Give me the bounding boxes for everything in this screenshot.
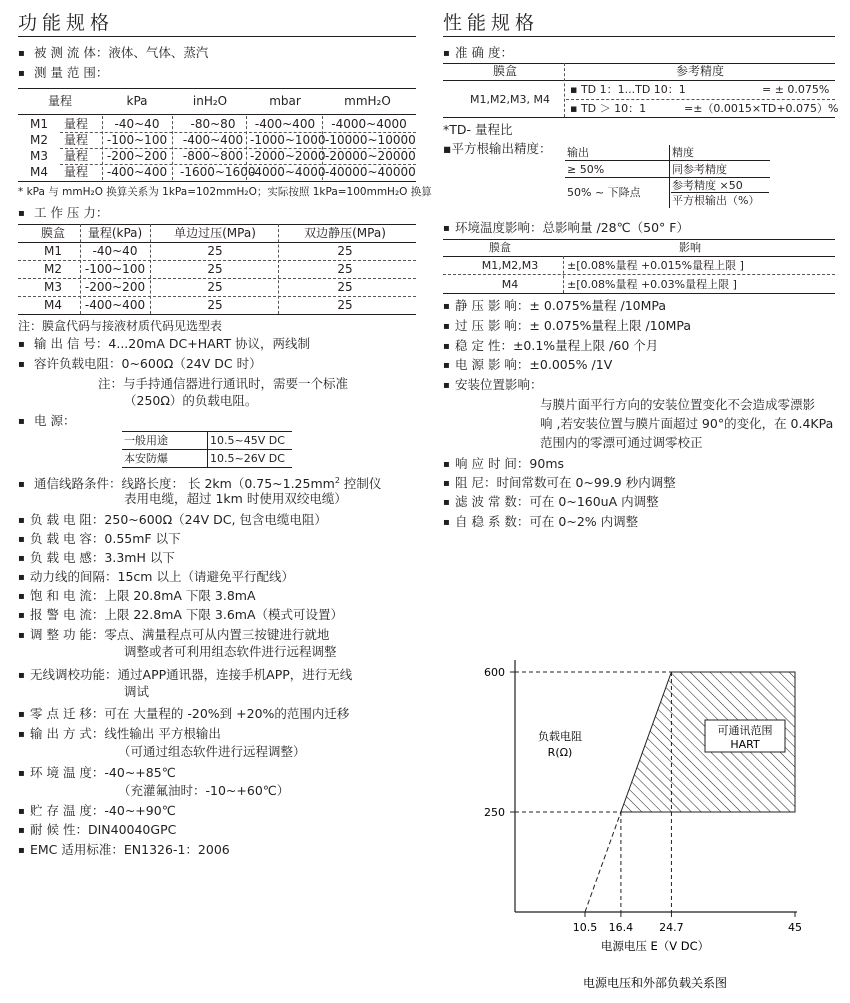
range-cell: -800~800 (182, 149, 244, 163)
power-value: 10.5~26V DC (210, 452, 285, 465)
sqrt-output-2: 50% ~ 下降点 (567, 186, 641, 199)
emc-value: EN1326-1：2006 (123, 842, 230, 857)
ambient-effect-value: ±[0.08%量程 +0.03%量程上限 ] (567, 278, 737, 291)
accuracy-range-2: ▪ TD ＞ 10：1 (570, 102, 647, 115)
accuracy-label: 准 确 度： (455, 45, 513, 60)
ambient-row (18, 765, 176, 782)
install-text-3: 范围内的零漂可通过调零校正 (540, 435, 703, 450)
pressure-cell: M1 (44, 244, 62, 258)
right-item-value: ± 0.075%量程 /10MPa (529, 298, 667, 313)
pressure-note: 注：膜盒代码与接液材质代码见选型表 (18, 319, 223, 333)
install-text-2: 响 ,若安装位置与膜片面超过 90°的变化，在 0.4KPa (540, 416, 834, 431)
adjust-line2: 调整或者可利用组态软件进行远程调整 (124, 644, 337, 659)
pressure-cell: 25 (337, 244, 353, 258)
pressure-cell: -40~40 (92, 244, 138, 258)
ambient-effect-header-effect: 影响 (679, 241, 701, 254)
sqrt-precision-1: 同参考精度 (672, 163, 727, 176)
pressure-cell: 25 (337, 280, 353, 294)
storage-value: -40~+90℃ (104, 803, 176, 818)
range-label: 测 量 范 围： (33, 65, 109, 80)
ambient-value: -40~+85℃ (104, 765, 176, 780)
y-tick-label: 250 (484, 806, 505, 819)
ambient-effect-value: ±[0.08%量程 +0.015%量程上限 ] (567, 259, 744, 272)
accuracy-row (443, 45, 513, 62)
left-item (18, 531, 181, 548)
pressure-cell: 25 (337, 262, 353, 276)
medium-row (18, 45, 208, 62)
load-voltage-chart (440, 650, 840, 995)
output-mode-value: 线性输出 平方根输出 (104, 726, 221, 741)
sqrt-row: ▪平方根输出精度： (443, 141, 552, 156)
chart-title: 电源电压和外部负载关系图 (582, 976, 728, 990)
emc-row (18, 842, 230, 859)
pressure-label: 工 作 压 力： (33, 205, 109, 220)
ambient-effect-capsule: M1,M2,M3 (481, 259, 539, 272)
left-item (18, 569, 294, 586)
output-mode-line2: （可通过组态软件进行远程调整） (118, 744, 306, 759)
ambient-effect-label: 环境温度影响： (455, 220, 543, 235)
medium-label: 被 测 流 体： (33, 45, 109, 60)
chart-ylabel-line2: R(Ω) (547, 746, 573, 759)
right-item (443, 377, 543, 394)
sqrt-label: 平方根输出精度： (451, 141, 552, 156)
range-row-code: M2 (30, 133, 48, 147)
load-res-note-2: （250Ω）的负载电阻。 (124, 393, 258, 408)
pressure-cell: 25 (207, 244, 223, 258)
range-header-3: mbar (269, 94, 301, 108)
range-cell: -1600~1600 (180, 165, 256, 179)
range-row-code: M3 (30, 149, 48, 163)
sqrt-output-1: ≥ 50% (567, 163, 605, 176)
left-item (18, 588, 256, 605)
right-item-value: 90ms (529, 456, 565, 471)
adjust-label: 调 整 功 能： (30, 627, 105, 642)
install-text-1: 与膜片面平行方向的安装位置变化不会造成零漂影 (540, 397, 816, 412)
pressure-cell: M2 (44, 262, 62, 276)
pressure-cell: -400~400 (84, 298, 146, 312)
comm-line-value: 线路长度： 长 2km（0.75~1.25mm (121, 476, 335, 492)
left-item-label: 饱 和 电 流： (30, 588, 105, 603)
right-item (443, 456, 564, 473)
storage-label: 贮 存 温 度： (30, 803, 105, 818)
pressure-cell: 25 (207, 262, 223, 276)
right-item (443, 514, 638, 531)
right-item-label: 安装位置影响： (455, 377, 543, 392)
zero-row (18, 706, 349, 723)
accuracy-header-ref: 参考精度 (675, 64, 724, 78)
right-item-label: 电 源 影 响： (455, 357, 530, 372)
wireless-line2: 调试 (124, 684, 150, 699)
range-header-2: inH₂O (192, 94, 228, 108)
sqrt-precision-2-bottom: 平方根输出（%） (672, 194, 760, 207)
power-type: 本安防爆 (124, 452, 168, 465)
ambient-label: 环 境 温 度： (30, 765, 105, 780)
pressure-row (18, 205, 108, 222)
right-item-value: ±0.1%量程上限 /60 个月 (512, 338, 659, 353)
power-label: 电 源： (33, 413, 76, 428)
output-signal-label: 输 出 信 号： (33, 336, 109, 351)
range-note: * kPa 与 mmH₂O 换算关系为 1kPa=102mmH₂O；实际按照 1kPa=100mmH₂O 换算 (18, 186, 432, 198)
pressure-cell: M4 (44, 298, 62, 312)
right-item-label: 稳 定 性： (455, 338, 513, 353)
right-item-label: 阻 尼： (455, 475, 497, 490)
accuracy-value-2: =±（0.0015×TD+0.075）% (684, 102, 839, 115)
right-item-value: 时间常数可在 0~99.9 秒内调整 (496, 475, 676, 490)
range-row-type: 量程 (64, 149, 89, 163)
pressure-header-2: 单边过压(MPa) (174, 226, 256, 240)
zero-label: 零 点 迁 移： (30, 706, 105, 721)
output-mode-label: 输 出 方 式： (30, 726, 105, 741)
range-row-code: M4 (30, 165, 48, 179)
right-item (443, 298, 666, 315)
load-res-value: 0~600Ω（24V DC 时） (121, 356, 262, 371)
x-tick-label: 45 (788, 921, 802, 934)
accuracy-range-1: ▪ TD 1：1...TD 10：1 (570, 83, 686, 96)
emc-label: EMC 适用标准： (30, 842, 124, 857)
right-item-label: 过 压 影 响： (455, 318, 530, 333)
right-section-title: 性能规格 (443, 12, 540, 34)
left-title-rule (18, 36, 416, 37)
range-cell: -10000~10000 (325, 133, 416, 147)
comm-line-line2: 表用电缆，超过 1km 时使用双绞电缆） (124, 491, 347, 506)
chart-ylabel-line1: 负载电阻 (538, 730, 582, 743)
output-signal-row (18, 336, 310, 353)
load-res-label: 容许负载电阻： (33, 356, 122, 371)
zero-value: 可在 大量程的 -20%到 +20%的范围内迁移 (104, 706, 350, 721)
range-cell: -400~400 (182, 133, 244, 147)
extrapolation-line (585, 812, 621, 912)
weather-row (18, 822, 176, 839)
output-signal-value: 4...20mA DC+HART 协议，两线制 (108, 336, 311, 351)
range-cell: -4000~4000 (250, 165, 326, 179)
pressure-header-1: 量程(kPa) (87, 226, 143, 240)
left-item (18, 550, 175, 567)
pressure-header-3: 双边静压(MPa) (304, 226, 386, 240)
pressure-cell: -200~200 (84, 280, 146, 294)
x-tick-label: 24.7 (659, 921, 684, 934)
power-row (18, 413, 75, 430)
td-note: *TD- 量程比 (443, 122, 513, 137)
weather-label: 耐 候 性： (30, 822, 88, 837)
range-cell: -100~100 (106, 133, 168, 147)
left-item-label: 动力线的间隔： (30, 569, 118, 584)
right-item (443, 475, 676, 492)
load-res-row (18, 356, 262, 373)
medium-value: 液体、气体、蒸汽 (108, 45, 209, 60)
left-item-value: 3.3mH 以下 (104, 550, 175, 565)
right-item-label: 响 应 时 间： (455, 456, 530, 471)
accuracy-capsule: M1,M2,M3, M4 (470, 93, 550, 106)
sqrt-precision-2-top: 参考精度 ×50 (672, 179, 743, 192)
right-item-value: ±0.005% /1V (529, 357, 613, 372)
right-item-label: 滤 波 常 数： (455, 494, 530, 509)
left-item-label: 负 载 电 感： (30, 550, 105, 565)
chart-xlabel: 电源电压 E（V DC） (600, 939, 710, 953)
left-item-value: 15cm 以上（请避免平行配线） (117, 569, 294, 584)
x-tick-label: 16.4 (608, 921, 634, 934)
left-item-value: 上限 22.8mA 下限 3.6mA（模式可设置） (104, 607, 344, 622)
range-cell: -20000~20000 (325, 149, 416, 163)
range-header-1: kPa (126, 94, 148, 108)
range-cell: -2000~2000 (250, 149, 326, 163)
left-item-label: 负 载 电 阻： (30, 512, 105, 527)
left-section-title: 功能规格 (18, 12, 115, 34)
output-mode-row (18, 726, 221, 743)
ambient-effect-value: 总影响量 /28℃（50° F） (542, 220, 689, 235)
left-item-label: 报 警 电 流： (30, 607, 105, 622)
right-item-value: 可在 0~2% 内调整 (529, 514, 639, 529)
left-item-value: 0.55mF 以下 (104, 531, 181, 546)
pressure-cell: -100~100 (84, 262, 146, 276)
range-cell: -40~40 (114, 117, 160, 131)
pressure-header-0: 膜盒 (40, 226, 65, 240)
pressure-cell: 25 (337, 298, 353, 312)
region-label-line1: 可通讯范围 (717, 724, 773, 737)
sqrt-header-precision: 精度 (672, 146, 694, 159)
left-item (18, 512, 327, 529)
ambient-line2: （充灌氟油时：-10~+60℃） (118, 783, 290, 798)
comm-line-superscript: 2 (334, 476, 340, 485)
right-item-label: 静 压 影 响： (455, 298, 530, 313)
weather-value: DIN40040GPC (87, 822, 177, 837)
left-item-value: 250~600Ω（24V DC, 包含电缆电阻） (104, 512, 327, 527)
ambient-effect-header-capsule: 膜盒 (489, 241, 511, 254)
right-item (443, 338, 658, 355)
sqrt-header-output: 输出 (567, 146, 589, 159)
ambient-effect-capsule: M4 (501, 278, 519, 291)
adjust-row (18, 627, 329, 644)
right-item-label: 自 稳 系 数： (455, 514, 530, 529)
region-label-line2: HART (730, 738, 760, 751)
right-item-value: 可在 0~160uA 内调整 (529, 494, 659, 509)
wireless-value: 通过APP通讯器，连接手机APP，进行无线 (117, 667, 353, 682)
left-item-value: 上限 20.8mA 下限 3.8mA (104, 588, 256, 603)
right-item-value: ± 0.075%量程上限 /10MPa (529, 318, 692, 333)
x-tick-label: 10.5 (572, 921, 598, 934)
range-row-type: 量程 (64, 117, 89, 131)
comm-line-value-tail: 控制仪 (339, 476, 382, 492)
load-res-note-1: 注：与手持通信器进行通讯时，需要一个标准 (98, 376, 349, 391)
power-type: 一般用途 (124, 434, 168, 447)
ambient-effect-row (443, 220, 689, 237)
range-header-4: mmH₂O (344, 94, 391, 108)
range-row-type: 量程 (64, 133, 89, 147)
range-row (18, 65, 108, 82)
right-title-rule (443, 36, 835, 37)
wireless-row (18, 667, 352, 684)
pressure-cell: 25 (207, 280, 223, 294)
range-cell: -200~200 (106, 149, 168, 163)
range-cell: -80~80 (190, 117, 236, 131)
right-item (443, 318, 691, 335)
range-row-type: 量程 (64, 165, 89, 179)
range-cell: -40000~40000 (325, 165, 416, 179)
range-cell: -400~400 (106, 165, 168, 179)
wireless-label: 无线调校功能： (30, 667, 118, 682)
adjust-value: 零点、满量程点可从内置三按键进行就地 (104, 627, 330, 642)
right-item (443, 494, 659, 511)
range-header-0: 量程 (47, 94, 72, 108)
left-item-label: 负 载 电 容： (30, 531, 105, 546)
left-item (18, 607, 343, 624)
range-cell: -400~400 (254, 117, 316, 131)
pressure-cell: 25 (207, 298, 223, 312)
power-value: 10.5~45V DC (210, 434, 285, 447)
range-row-code: M1 (30, 117, 48, 131)
accuracy-value-1: = ± 0.075% (762, 83, 830, 96)
comm-line-label: 通信线路条件： (33, 476, 122, 492)
range-cell: -4000~4000 (331, 117, 407, 131)
right-item (443, 357, 612, 374)
accuracy-header-capsule: 膜盒 (492, 64, 517, 78)
range-cell: -1000~1000 (250, 133, 326, 147)
pressure-cell: M3 (44, 280, 62, 294)
storage-row (18, 803, 176, 820)
y-tick-label: 600 (484, 666, 505, 679)
